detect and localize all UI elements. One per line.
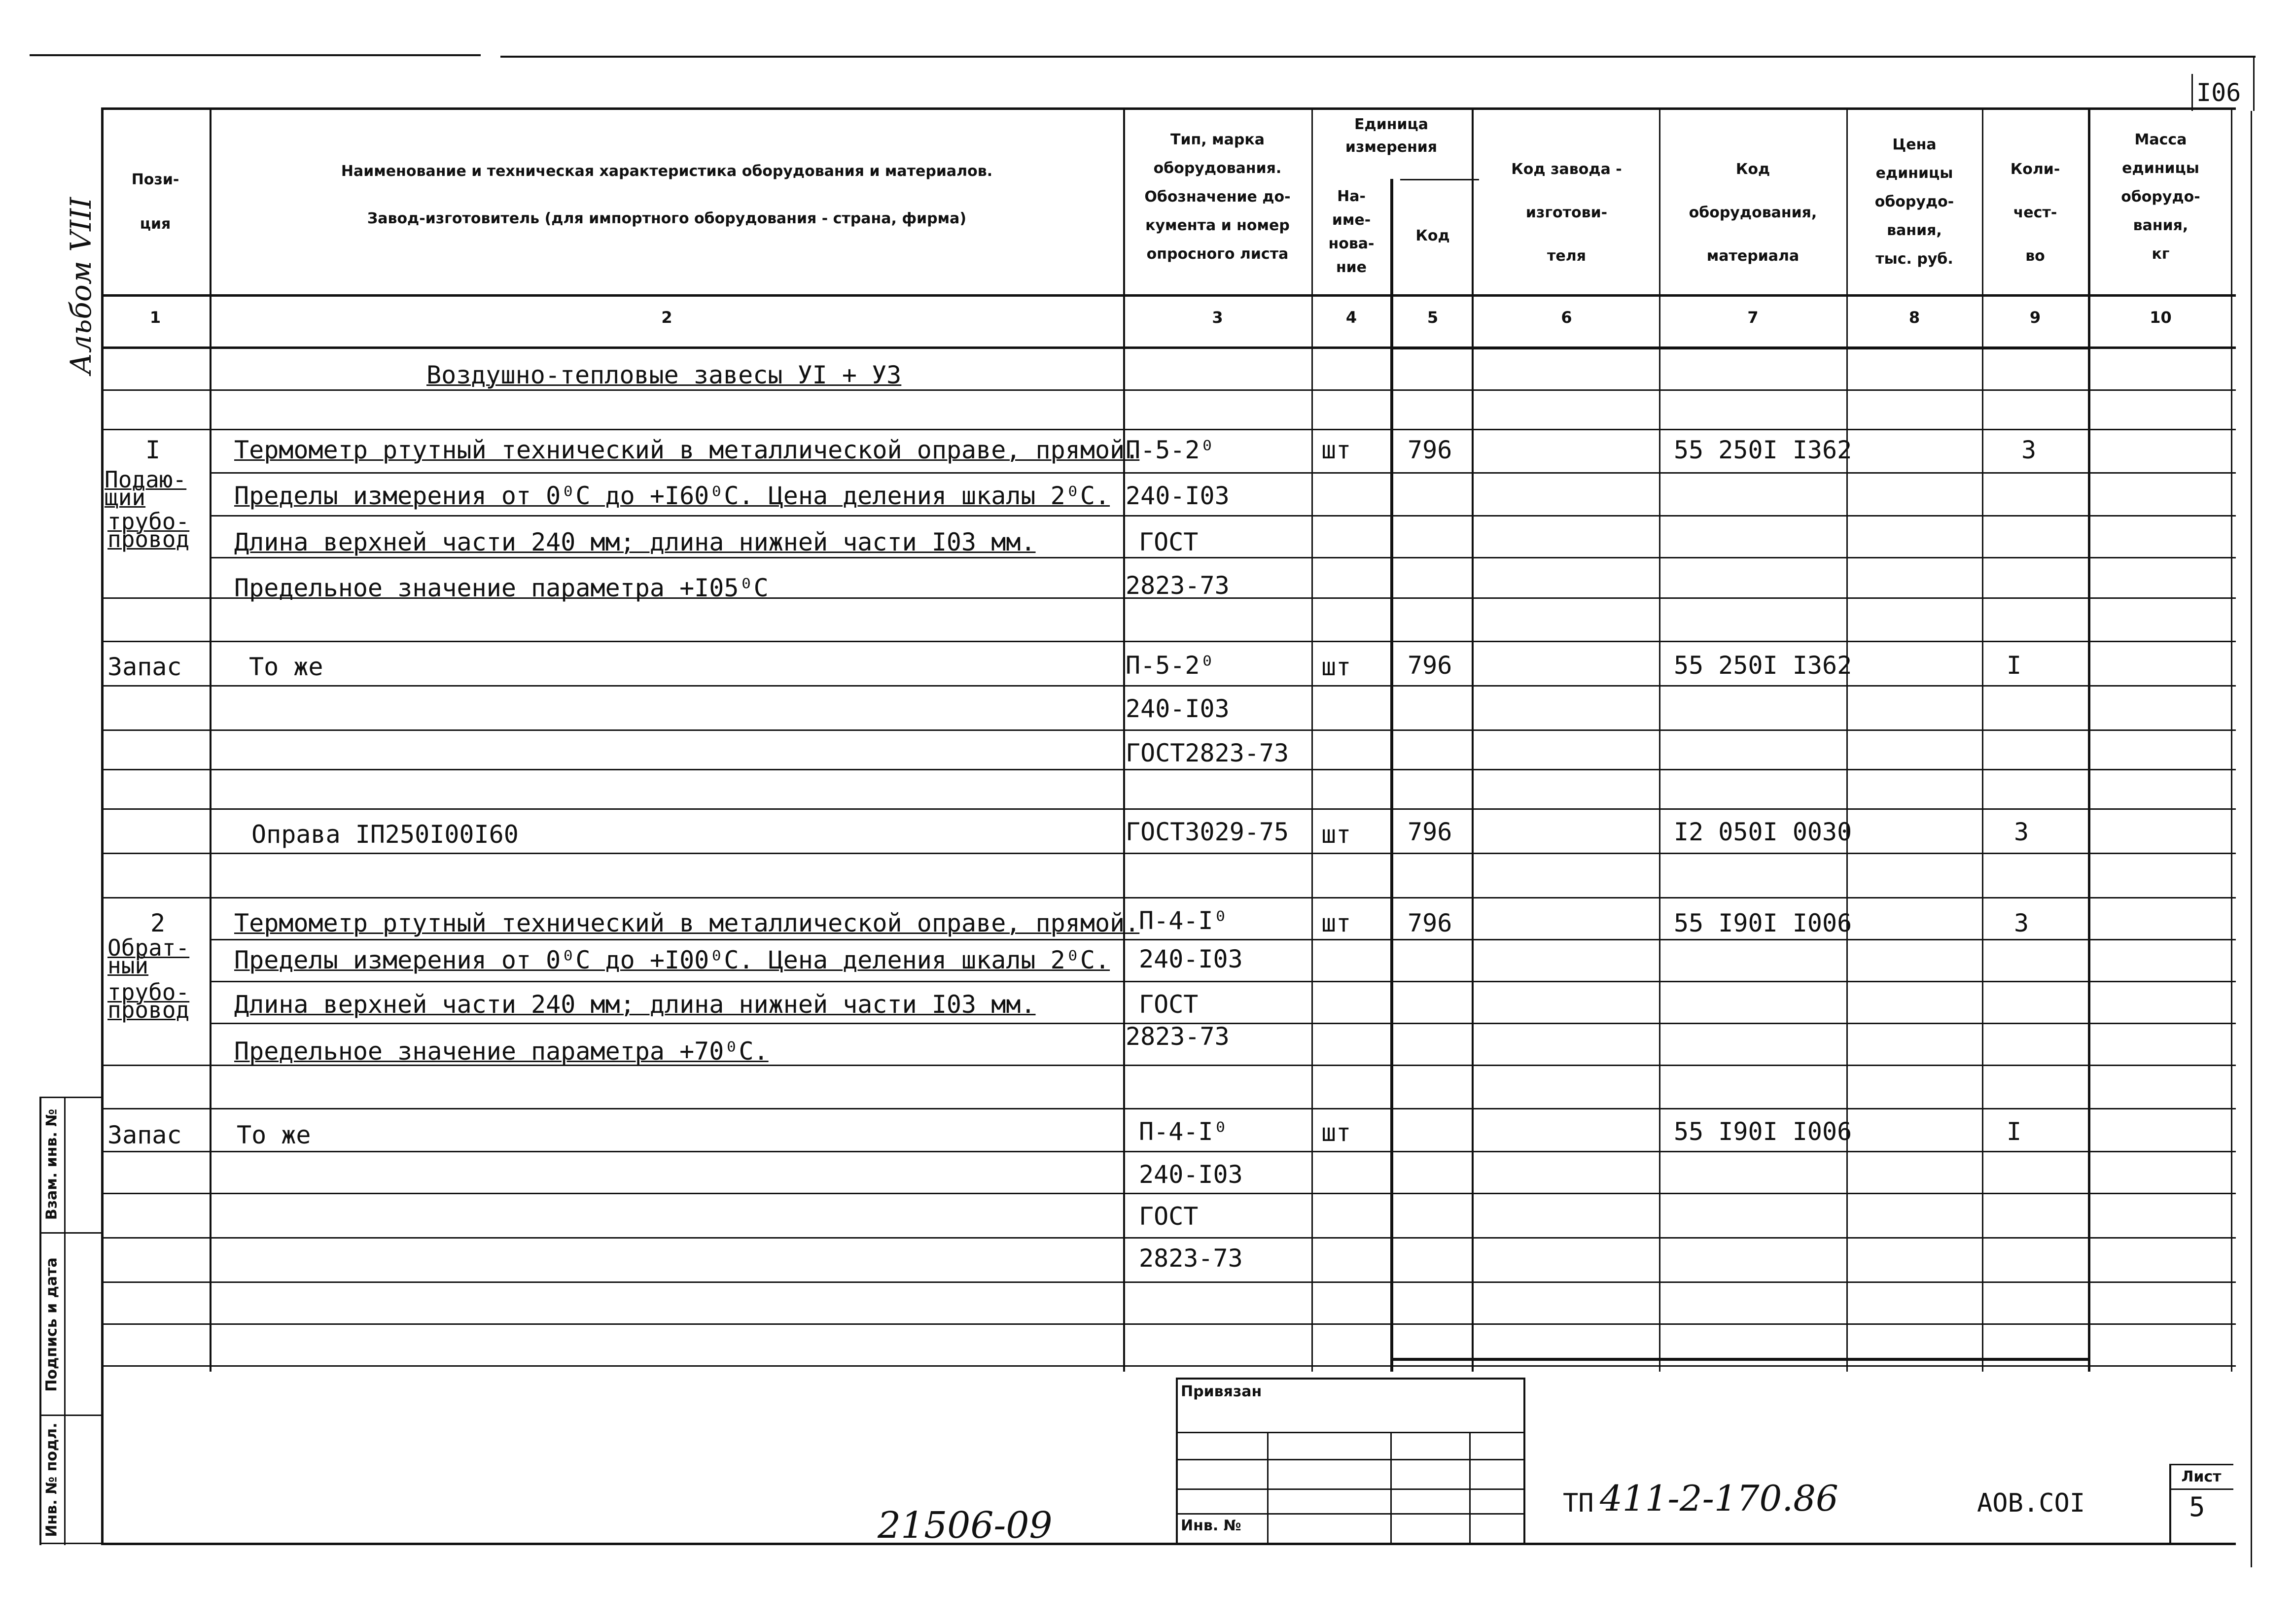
top-rule-left [30,54,481,56]
name-r11: Длина верхней части 240 мм; длина нижней части I03 мм. [234,990,1036,1019]
code-r1: 796 [1408,436,1452,464]
material-code-r13: 55 I90I I006 [1674,1117,1852,1146]
type-r15: ГОСТ [1139,1202,1199,1231]
side-stamp-divider [39,1232,104,1234]
header-quantity: Коли- чест- во [2010,161,2060,265]
header-unit-name: На- име- нова- ние [1328,188,1375,276]
row-line [101,1151,2236,1152]
name-r13: То же [237,1121,311,1149]
colnum-6: 6 [1561,308,1572,327]
unit-r5: шт [1321,653,1351,681]
qty-r8: 3 [2014,818,2029,846]
doc-code: АОВ.СОI [1977,1488,2085,1518]
type-r7: ГОСТ2823-73 [1126,739,1289,767]
album-label: Альбом VIII [64,197,98,375]
type-r6: 240-I03 [1126,694,1230,723]
row-line [101,1323,2236,1325]
material-code-r1: 55 250I I362 [1674,436,1852,464]
row-line [210,557,2236,558]
material-code-r8: I2 050I 0030 [1674,818,1852,846]
stamp-col [1267,1432,1269,1543]
code-r5: 796 [1408,651,1452,680]
row-line [101,1281,2236,1283]
pos-r11: трубо- провод [107,979,190,1023]
body-box-bottom [1390,1358,2090,1361]
row-line [210,515,2236,517]
sheet-box-left [2169,1464,2171,1543]
side-stamp-bottom [39,1543,104,1544]
row-line [101,1365,2236,1367]
code-r9: 796 [1408,909,1452,937]
page-number-box-right [2253,57,2255,111]
type-r4: 2823-73 [1126,571,1230,600]
row-line [101,1193,2236,1194]
colnum-10: 10 [2150,308,2172,327]
page-number-box-left [2191,74,2193,111]
row-line [101,853,2236,854]
unit-r9: шт [1321,909,1351,937]
qty-r9: 3 [2014,909,2029,937]
material-code-r5: 55 250I I362 [1674,651,1852,680]
type-r13: П-4-I⁰ [1139,1117,1228,1146]
colnum-5: 5 [1427,308,1439,327]
unit-r13: шт [1321,1118,1351,1147]
row-line [101,389,2236,391]
sheet-label: Лист [2181,1468,2222,1486]
type-r10: 240-I03 [1139,945,1243,973]
name-r1: Термометр ртутный технический в металлической оправе, прямой. [234,436,1140,464]
row-line [210,981,2236,982]
name-r12: Предельное значение параметра +70⁰С. [234,1037,769,1066]
stamp-row [1176,1488,1523,1490]
name-r4: Предельное значение параметра +I05⁰С [234,574,769,602]
qty-r13: I [2007,1117,2022,1146]
pos-r5: Запас [107,653,182,681]
pos-r10: Обрат- ный [107,934,190,979]
name-r8: Оправа IП250I00I60 [251,820,519,849]
doc-prefix: ТП [1563,1488,1594,1518]
name-r10: Пределы измерения от 0⁰С до +I00⁰С. Цена деления шкалы 2⁰С. [234,946,1110,974]
row-line [101,1108,2236,1109]
header-factory-code: Код завода - изготови- теля [1511,161,1622,265]
col-3-4-divider [1311,107,1313,1372]
type-r3: ГОСТ [1139,528,1199,556]
privyazan-label: Привязан [1181,1383,1262,1400]
side-label-inv-podl: Инв. № подл. [43,1422,61,1537]
qty-r5: I [2007,651,2022,680]
header-mass: Масса единицы оборудо- вания, кг [2121,131,2200,263]
col-6-7-divider [1659,107,1660,1372]
row-line [101,1237,2236,1239]
right-margin-line [2251,111,2252,1567]
colnum-4: 4 [1345,308,1357,327]
stamp-row [1176,1459,1523,1460]
row-line [210,939,2236,940]
row-line [101,769,2236,770]
row-line [101,685,2236,687]
unit-r8: шт [1321,820,1351,849]
row-line [101,641,2236,642]
pos-r13: Запас [107,1121,182,1149]
inv-no-label: Инв. № [1181,1517,1241,1534]
stamp-row [1176,1432,1523,1433]
type-r12: 2823-73 [1126,1022,1230,1051]
colnum-9: 9 [2029,308,2041,327]
qty-r1: 3 [2021,436,2037,464]
col-7-8-divider [1846,107,1848,1372]
material-code-r9: 55 I90I I006 [1674,909,1852,937]
code-r8: 796 [1408,818,1452,846]
colnum-8: 8 [1908,308,1920,327]
colnum-3: 3 [1212,308,1223,327]
sheet-box-top [2169,1464,2233,1465]
header-bottom-border [101,294,2236,297]
stamp-col [1390,1432,1392,1543]
header-unit-code: Код [1415,227,1450,244]
stamp-col [1469,1432,1471,1543]
side-stamp-inner-line [64,1097,66,1545]
side-label-podpis: Подпись и дата [43,1257,61,1392]
type-r14: 240-I03 [1139,1160,1243,1189]
side-stamp-left-border [39,1097,41,1545]
page-number: I06 [2196,78,2241,107]
handwritten-number: 21506-09 [878,1504,1053,1547]
name-r3: Длина верхней части 240 мм; длина нижней части I03 мм. [234,528,1036,556]
header-material-code: Код оборудования, материала [1689,161,1817,265]
row-line [101,897,2236,898]
pos-1: I [145,436,161,464]
colnum-7: 7 [1747,308,1759,327]
row-line [101,729,2236,731]
col-8-9-divider [1982,107,1983,1372]
stamp-box-top [1176,1378,1523,1380]
col-9-10-divider [2088,107,2090,1372]
name-r9: Термометр ртутный технический в металлической оправе, прямой. [234,909,1140,937]
colnum-1: 1 [149,308,161,327]
col-1-2-divider [210,107,212,1372]
unit-r1: шт [1321,436,1351,464]
table-top-border [101,107,2236,110]
type-r9: П-4-I⁰ [1139,906,1228,935]
stamp-box-right [1523,1378,1525,1543]
colnum-2: 2 [661,308,672,327]
col-2-3-divider [1123,107,1125,1372]
header-name: Наименование и техническая характеристика оборудования и материалов. Завод-изготовитель (для импортного оборудования - страна, фирма) [341,163,993,227]
side-stamp-divider [39,1415,104,1416]
name-r5: То же [249,653,323,681]
row-line [210,472,2236,474]
type-r8: ГОСТ3029-75 [1126,818,1289,846]
doc-number: 411-2-170.86 [1600,1478,1838,1519]
section-title: Воздушно-тепловые завесы УI + У3 [426,361,902,389]
sheet-number: 5 [2189,1491,2205,1522]
pos-2: 2 [150,909,166,937]
row-line [101,429,2236,430]
type-r11: ГОСТ [1139,990,1199,1019]
header-type: Тип, марка оборудования. Обозначение до- кумента и номер опросного листа [1144,131,1291,263]
body-box-top [1390,346,2090,349]
row-line [101,808,2236,810]
name-r2: Пределы измерения от 0⁰С до +I60⁰С. Цена деления шкалы 2⁰С. [234,482,1110,510]
pos-r3: трубо- провод [107,508,190,553]
col-5-6-divider [1472,107,1474,1372]
top-rule-right [500,56,2256,58]
type-r5: П-5-2⁰ [1126,651,1215,680]
type-r1: П-5-2⁰ [1126,436,1215,464]
header-price: Цена единицы оборудо- вания, тыс. руб. [1874,136,1954,268]
table-right-border [2231,107,2232,1372]
side-label-vzam: Взам. инв. № [43,1108,61,1220]
unit-group-divider [1400,179,1479,180]
pos-r2: Подаю- щий [105,466,187,511]
header-unit-group: Единица измерения [1345,116,1438,156]
header-position: Пози- ция [131,171,179,233]
type-r2: 240-I03 [1126,482,1230,510]
page-bottom-border [101,1543,2236,1545]
sheet-box-divider [2169,1488,2233,1490]
type-r16: 2823-73 [1139,1244,1243,1273]
